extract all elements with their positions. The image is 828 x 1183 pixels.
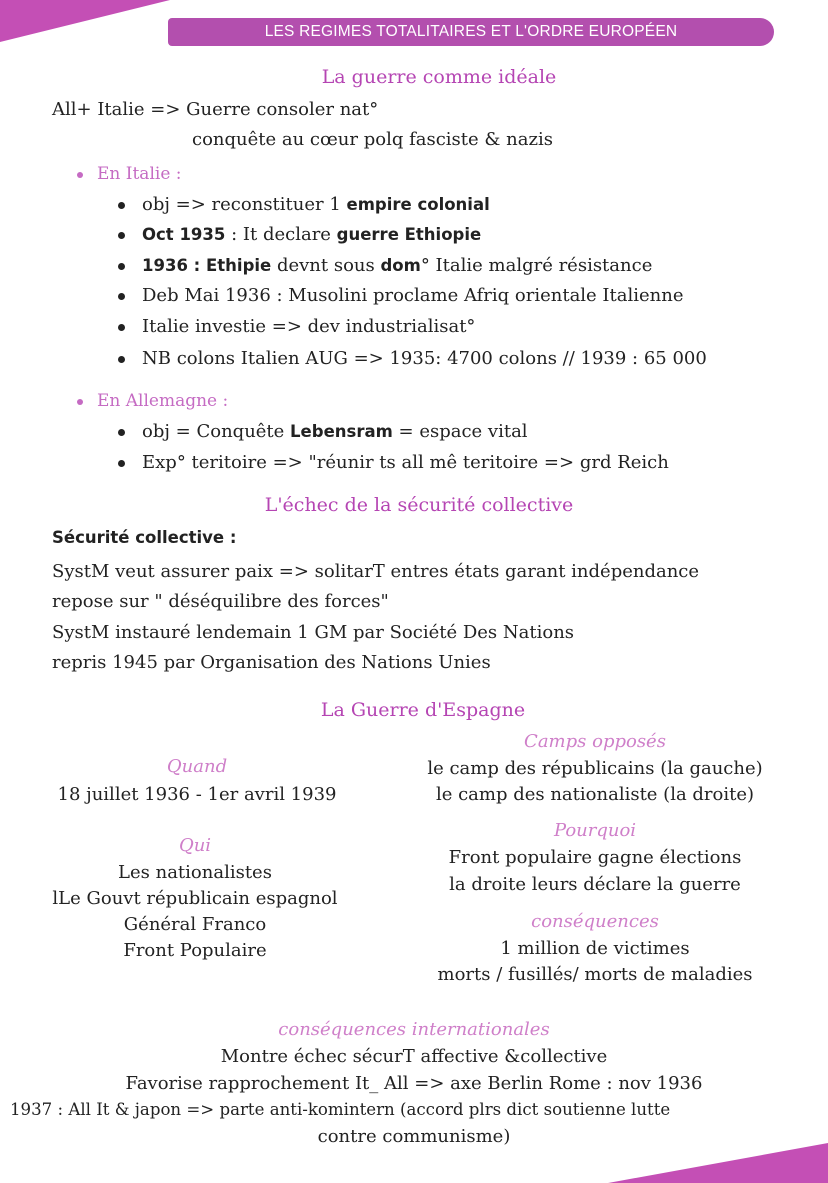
international-line-3: 1937 : All It & japon => parte anti-komintern (accord plrs dict soutienne lutte [10, 1100, 671, 1119]
qui-item-4: Front Populaire [123, 940, 267, 961]
securite-line-4: repris 1945 par Organisation des Nations Unies [52, 652, 491, 673]
qui-item-1: Les nationalistes [118, 862, 272, 883]
label-qui: Qui [178, 835, 212, 856]
italie-bullet-6: NB colons Italien AUG => 1935: 4700 colons // 1939 : 65 000 [142, 348, 707, 369]
italie-bullet-5: Italie investie => dev industrialisat° [142, 316, 476, 337]
qui-item-3: Général Franco [123, 914, 267, 935]
international-line-2: Favorise rapprochement It_ All => axe Berlin Rome : nov 1936 [125, 1073, 703, 1094]
label-en-allemagne: En Allemagne : [97, 391, 229, 411]
international-line-4: contre communisme) [317, 1126, 511, 1147]
pourquoi-line-2: la droite leurs déclare la guerre [449, 874, 741, 895]
section-title-guerre-espagne: La Guerre d'Espagne [320, 699, 526, 721]
label-pourquoi: Pourquoi [553, 820, 637, 841]
italie-bullet-2: Oct 1935 : It declare guerre Ethiopie [142, 224, 482, 245]
consequences-line-2: morts / fusillés/ morts de maladies [437, 964, 753, 985]
intro-line-2: conquête au cœur polq fasciste & nazis [192, 129, 553, 150]
allemagne-bullet-2: Exp° teritoire => "réunir ts all mê teritoire => grd Reich [142, 452, 669, 473]
label-en-italie: En Italie : [97, 164, 182, 184]
corner-decoration-top [0, 0, 170, 42]
italie-bullet-4: Deb Mai 1936 : Musolini proclame Afriq orientale Italienne [142, 285, 684, 306]
securite-line-3: SystM instauré lendemain 1 GM par Société Des Nations [52, 622, 575, 643]
quand-value: 18 juillet 1936 - 1er avril 1939 [57, 784, 337, 805]
consequences-line-1: 1 million de victimes [500, 938, 690, 959]
corner-decoration-bottom [608, 1143, 828, 1183]
label-quand: Quand [166, 756, 228, 777]
label-consequences: conséquences [531, 911, 659, 932]
allemagne-bullet-1: obj = Conquête Lebensram = espace vital [142, 421, 528, 442]
qui-item-2: lLe Gouvt républicain espagnol [52, 888, 338, 909]
securite-line-1: SystM veut assurer paix => solitarT entres états garant indépendance [52, 561, 700, 582]
pourquoi-line-1: Front populaire gagne élections [448, 847, 742, 868]
section-title-securite-collective: L'échec de la sécurité collective [264, 494, 574, 516]
subtitle-securite-collective: Sécurité collective : [52, 528, 237, 547]
italie-bullet-3: 1936 : Ethipie devnt sous dom° Italie malgré résistance [142, 255, 653, 276]
securite-line-2: repose sur " déséquilibre des forces" [52, 591, 389, 612]
camps-line-1: le camp des républicains (la gauche) [427, 758, 763, 779]
camps-line-2: le camp des nationaliste (la droite) [435, 784, 755, 805]
section-title-guerre-ideale: La guerre comme idéale [321, 66, 557, 88]
italie-bullet-1: obj => reconstituer 1 empire colonial [142, 194, 490, 215]
international-line-1: Montre échec sécurT affective &collective [220, 1046, 608, 1067]
page-banner: LES REGIMES TOTALITAIRES ET L'ORDRE EUROPÉEN [168, 18, 774, 46]
label-consequences-internationales: conséquences internationales [278, 1019, 550, 1040]
label-camps-opposes: Camps opposés [524, 731, 666, 752]
intro-line-1: All+ Italie => Guerre consoler nat° [52, 99, 379, 120]
